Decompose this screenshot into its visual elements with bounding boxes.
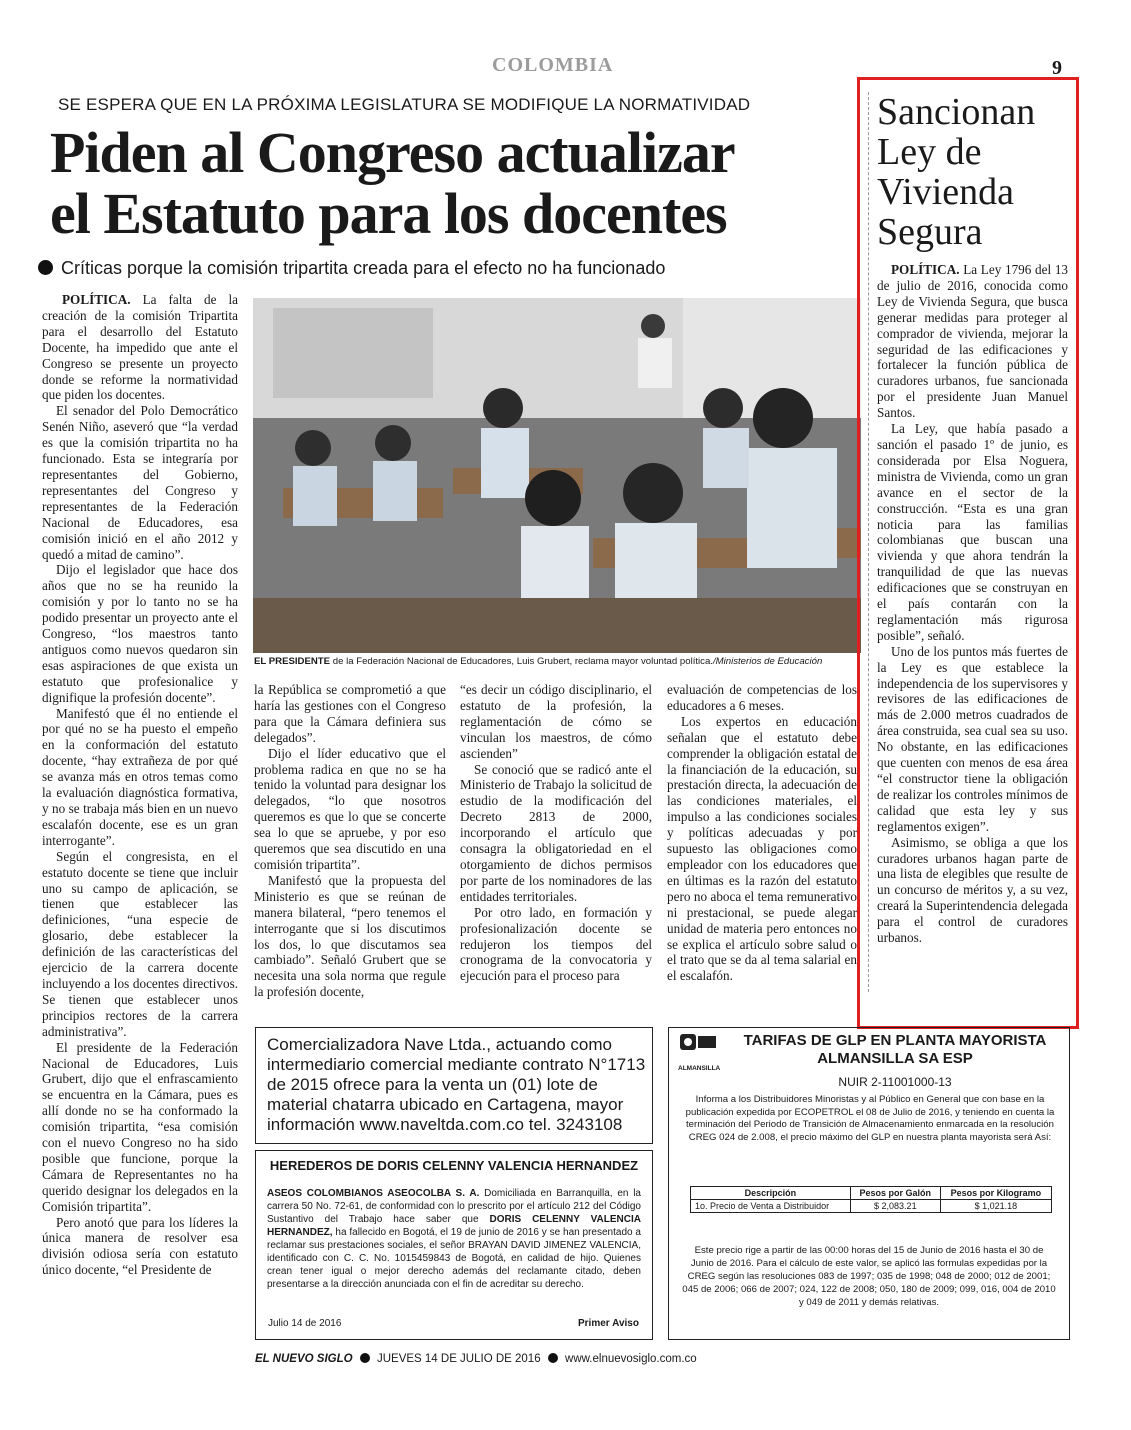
ad-glp-title-line-2: ALMANSILLA SA ESP xyxy=(817,1050,973,1067)
ad-glp-nuir: NUIR 2-11001000-13 xyxy=(838,1075,952,1089)
newspaper-name: EL NUEVO SIGLO xyxy=(255,1353,353,1365)
article-headline xyxy=(50,122,830,244)
ad-herederos-name: DORIS CELENNY VALENCIA HERNANDEZ, xyxy=(267,1214,642,1238)
paragraph: Según el congresista, en el estatuto docente se tiene que incluir uno su campo de aplicación, se tienen que establecer las definiciones, “una especie de glosario, debe establecer la definición de las características del ejercicio de la carrera docente incluyendo a los docentes directivos. Se tienen que establecer unos principios rectores de la carrera administrativa”. xyxy=(42,848,238,1039)
photo-caption xyxy=(254,656,862,668)
caption-text: de la Federación Nacional de Educadores, Luis Grubert, reclama mayor voluntad política. xyxy=(332,656,713,667)
table-cell: $ 2,083.21 xyxy=(850,1200,940,1213)
table-cell: $ 1,021.18 xyxy=(940,1200,1051,1213)
bullet-icon xyxy=(360,1353,370,1363)
table-header: Pesos por Kilogramo xyxy=(940,1187,1051,1200)
classroom-photo xyxy=(253,298,861,653)
classroom-photo-image xyxy=(253,298,861,653)
article-column-1 xyxy=(42,292,238,1278)
paragraph-text: La falta de la creación de la comisión Tripartita para el desarrollo del Estatuto Docente, ha impedido que ante el Congreso se presente un proyecto donde se reforme la normatividad que piden los docentes. xyxy=(42,292,238,403)
bullet-icon xyxy=(38,260,53,275)
paragraph: Pero anotó que para los líderes la única manera de resolver esa división odiosa sería con estatuto único docente, “el Presidente de xyxy=(42,1214,238,1278)
ad-glp-title-line-1: TARIFAS DE GLP EN PLANTA MAYORISTA xyxy=(743,1032,1047,1049)
paragraph xyxy=(42,292,238,403)
article-subhead xyxy=(38,258,665,279)
paragraph: Asimismo, se obliga a que los curadores urbanos hagan parte de una lista de elegibles que resulte de un concurso de méritos y, a su vez, creará la Superintendencia delegada para el control de curadores urbanos. xyxy=(877,834,1068,946)
table-row xyxy=(691,1200,1052,1213)
page-number: 9 xyxy=(1052,57,1062,79)
headline-line-1: Piden al Congreso actualizar xyxy=(50,120,735,185)
page-footer xyxy=(255,1353,875,1365)
ad-herederos-text xyxy=(267,1187,641,1291)
table-header: Pesos por Galón xyxy=(850,1187,940,1200)
almansilla-logo xyxy=(678,1032,720,1074)
caption-lead: EL PRESIDENTE xyxy=(254,656,331,667)
paragraph: Manifestó que la propuesta del Ministerio es que se reúnan de manera bilateral, “pero tenemos el interrogante que si los discutimos los dos, lo que discutamos sea cambiado”. Señaló Grubert que se necesita una sola norma que regule la profesión docente, xyxy=(254,872,446,1000)
table-header: Descripción xyxy=(691,1187,851,1200)
glp-price-table xyxy=(690,1186,1052,1213)
article-column-4 xyxy=(667,682,857,984)
ad-nave-body: actuando como intermediario comercial mediante contrato N°1713 de 2015 ofrece para la venta un (01) lote de material chatarra ubicado en Cartagena, mayor información www.naveltda.com.co tel. 3243108 xyxy=(267,1035,646,1134)
paragraph: Manifestó que él no entiende el por qué no se ha puesto el empeño en la conformación del estatuto docente, “hay extrañeza de por qué se avanza más en otros temas como la evaluación diagnóstica formativa, y no se trabaja más bien en un nuevo escalafón docente, ese es un gran interrogante”. xyxy=(42,705,238,848)
paragraph: El presidente de la Federación Nacional de Educadores, Luis Grubert, dijo que el enfrascamiento se encuentra en la Cámara, pues es allí donde no se ha conformado la comisión tripartita, “esa comisión con el nuevo Congreso no ha sido posible que funcione, porque la Cámara de Representantes no ha querido designar los delegados en la Comisión tripartita”. xyxy=(42,1039,238,1214)
article-column-2 xyxy=(254,682,446,1000)
ad-nave-text xyxy=(267,1035,647,1135)
table-cell: 1o. Precio de Venta a Distribuidor xyxy=(691,1200,851,1213)
sidebar-body xyxy=(877,262,1068,946)
ad-glp-title xyxy=(730,1032,1060,1068)
paragraph xyxy=(877,262,1068,421)
paragraph: “es decir un código disciplinario, el estatuto de la profesión, la reglamentación de cómo se vinculan los maestros, de cómo ascienden” xyxy=(460,682,652,761)
paragraph: Por otro lado, en formación y profesionalización docente se redujeron los tiempos del cronograma de la convocatoria y ejecución para el proceso para xyxy=(460,904,652,984)
sidebar-title: Sancionan Ley de Vivienda Segura xyxy=(877,91,1036,253)
paragraph: Se conoció que se radicó ante el Ministerio de Trabajo la solicitud de estudio de la modificación del Decreto 2813 de 2000, incorporando el artículo que consagra la obligatoriedad en el otorgamiento de dichos permisos por parte de los nominadores de las entidades territoriales. xyxy=(460,761,652,904)
paragraph-text: La Ley 1796 del 13 de julio de 2016, conocida como Ley de Vivienda Segura, que busca generar medidas para proteger al comprador de vivienda, mejorar la seguridad de las edificaciones y fortalecer la función pública de curadores urbanos, fue sancionada por el presidente Juan Manuel Santos. xyxy=(877,262,1069,421)
paragraph: El senador del Polo Democrático Senén Niño, aseveró que “la verdad es que la comisión tripartita no ha funcionado. Esta se integraría por representantes del Gobierno, representantes del Congreso y representantes de la Federación Nacional de Educadores, esa comisión inició en el año 2012 y quedó a mitad de camino”. xyxy=(42,403,238,562)
photo-credit: /Ministerios de Educación xyxy=(712,656,823,667)
lead-word: POLÍTICA. xyxy=(62,292,131,307)
paragraph: Dijo el legislador que hace dos años que no se ha reunido la comisión y por lo tanto no se ha podido presentar un proyecto ante el Congreso, “los maestros tanto antiguos como nuevos quedaron sin esas aspiraciones de que exista un estatuto que profesionalice y dignifique la profesión docente”. xyxy=(42,562,238,705)
ad-herederos-title: HEREDEROS DE DORIS CELENNY VALENCIA HERNANDEZ xyxy=(269,1158,639,1173)
subhead-text: Críticas porque la comisión tripartita creada para el efecto no ha funcionado xyxy=(61,258,666,278)
paragraph: la República se comprometió a que haría las gestiones con el Congreso para que la Cámara definiera sus delegados”. xyxy=(254,682,446,745)
ad-herederos-lead: ASEOS COLOMBIANOS ASEOCOLBA S. A. xyxy=(267,1188,480,1199)
paragraph: Uno de los puntos más fuertes de la Ley es que establece la independencia de los supervisores y revisores de las edificaciones de más de 2.000 metros cuadrados de área construida, sea cual sea su uso. No obstante, en las edificaciones que cuenten con menos de esa área “el constructor tiene la obligación de realizar los controles mínimos de calidad que esta ley y sus reglamentos exigen”. xyxy=(877,643,1068,834)
sidebar-divider xyxy=(868,92,869,992)
headline-line-2: el Estatuto para los docentes xyxy=(50,181,727,246)
lead-word: POLÍTICA. xyxy=(891,262,960,277)
footer-date: JUEVES 14 DE JULIO DE 2016 xyxy=(376,1353,541,1365)
table-header-row xyxy=(691,1187,1052,1200)
ad-nave-lead: Comercializadora Nave Ltda., xyxy=(267,1035,491,1054)
article-column-3 xyxy=(460,682,652,984)
paragraph: evaluación de competencias de los educadores a 6 meses. xyxy=(667,682,857,713)
ad-herederos-body-b: ha fallecido en Bogotá, el 19 de junio de 2016 y se han presentado a reclamar sus prestaciones sociales, el señor BRAYAN DAVID JIMENEZ VALENCIA, identificado con C. C. No. 1015459843 de Bogotá, en calidad de hijo. Quienes crean tener igual o mejor derecho además del reclamante citado, deben presentarse a la dirección anunciada con el fin de acreditar su derecho. xyxy=(267,1227,641,1290)
ad-herederos-body-a: Domiciliada en Barranquilla, en la carrera 50 No. 72-61, de conformidad con lo prescrito por el artículo 212 del Código Sustantivo del Trabajo hace saber que xyxy=(267,1188,641,1225)
ad-herederos-date: Julio 14 de 2016 xyxy=(268,1318,342,1329)
section-label: COLOMBIA xyxy=(492,54,614,76)
ad-glp-note: Este precio rige a partir de las 00:00 horas del 15 de Junio de 2016 hasta el 30 de Junio de 2016. Para el cálculo de este valor, se aplicó las formulas expedidas por la CREG según las resoluciones 083 de 1997; 035 de 1998; 048 de 2000; 012 de 2001; 045 de 2006; 066 de 2007; 024, 122 de 2008; 050, 180 de 2009; 099, 016, 004 de 2010 y 049 de 2011 y demás relativas. xyxy=(682,1245,1056,1308)
article-kicker: SE ESPERA QUE EN LA PRÓXIMA LEGISLATURA SE MODIFIQUE LA NORMATIVIDAD xyxy=(58,95,751,114)
bullet-icon xyxy=(548,1353,558,1363)
paragraph: Los expertos en educación señalan que el estatuto debe comprender la obligación estatal de la financiación de la educación, su prestación directa, la adecuación de las condiciones materiales, el impulso a las condiciones sociales y políticas adecuadas y por supuesto las obligaciones como empleador con los educadores que en últimas es la razón del estatuto pero no aboca el tema remunerativo ni prestacional, se puede alegar unidad de materia pero entonces no se explica el artículo sobre salud o el trato que se da al tema salarial en el escalafón. xyxy=(667,713,857,984)
ad-glp-intro: Informa a los Distribuidores Minoristas y al Público en General que con base en la publicación expedida por ECOPETROL el 08 de Julio de 2016, y teniendo en cuenta la terminación del Periodo de Transición de Almacenamiento enmarcada en la resolución CREG 024 de 2.008, el precio máximo del GLP en nuestra planta mayorista será Así: xyxy=(685,1094,1055,1143)
ad-herederos-notice: Primer Aviso xyxy=(578,1318,639,1329)
paragraph: La Ley, que había pasado a sanción el pasado 1º de junio, es considerada por Elsa Noguera, ministra de Vivienda, como un gran avance en el sector de la construcción. “Esta es una gran noticia para las familias colombianas que buscan una vivienda y que ahora tendrán la tranquilidad de que las nuevas edificaciones que se construyan en el país contarán con la reglamentación más rigurosa posible”, señaló. xyxy=(877,421,1068,643)
paragraph: Dijo el líder educativo que el problema radica en que no se ha tenido la voluntad para designar los delegados, “lo que nosotros queremos es que lo que se concerte sea lo que se apruebe, y por eso queremos que sea discutido en una comisión tripartita”. xyxy=(254,745,446,872)
footer-url[interactable]: www.elnuevosiglo.com.co xyxy=(565,1353,697,1365)
logo-text: ALMANSILLA xyxy=(678,1065,721,1072)
